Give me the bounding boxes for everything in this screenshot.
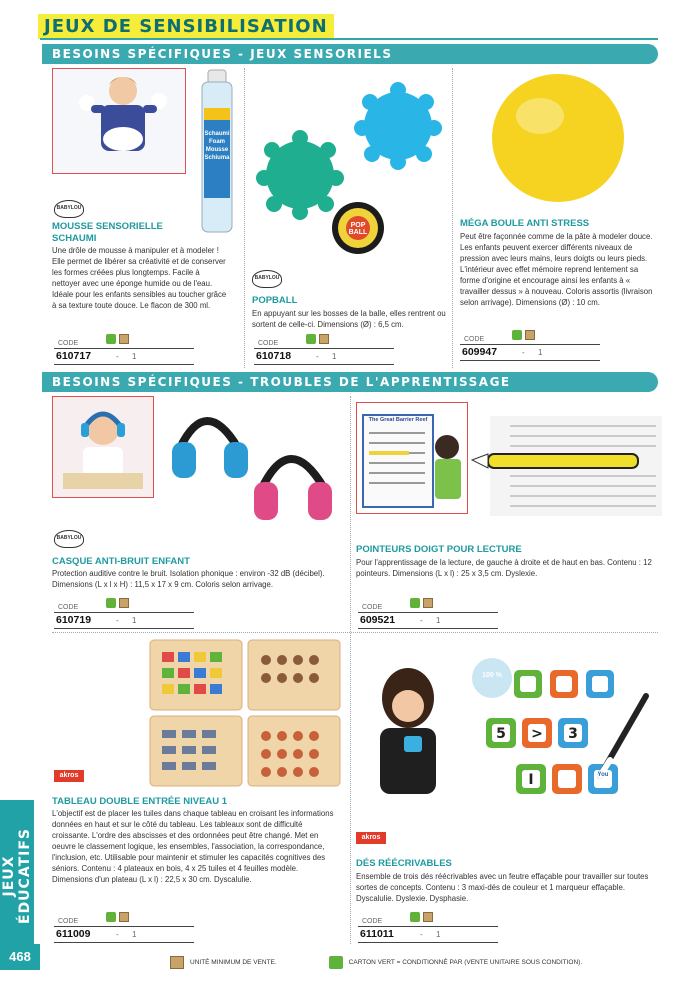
product-description: Une drôle de mousse à manipuler et à modeler ! Elle permet de libérer sa créativité et de conserver les formes créées plus longtemps. Facile à nettoyer avec une éponge humide ou de l'eau. Idéale pour les enfants sensibles au toucher grâce à sa texture toute douce. Le flacon de 300 ml. (52, 246, 227, 310)
column-divider (350, 396, 351, 944)
page-title: JEUX DE SENSIBILISATION (38, 14, 334, 39)
child-dice-photo (360, 664, 456, 794)
akros-logo: akros (356, 832, 386, 844)
can-label: Schaumi Foam Mousse Schiuma (204, 131, 230, 161)
product-qty: 1 (132, 616, 137, 625)
row-divider (52, 632, 658, 633)
footer-unit: UNITÉ MINIMUM DE VENTE. (190, 959, 277, 966)
column-divider (244, 68, 245, 368)
product-qty: 1 (132, 352, 137, 361)
product-code: 610718 (256, 350, 292, 362)
babylou-logo: BABYLOU (54, 200, 84, 218)
product-title: CASQUE ANTI-BRUIT ENFANT (52, 556, 190, 567)
box-icon (423, 598, 433, 608)
product-description: En appuyant sur les bosses de la balle, elles rentrent ou sortent de celle-ci. Dimensions (Ø) : 6,5 cm. (252, 309, 446, 329)
green-carton-icon (106, 598, 116, 608)
akros-logo: akros (54, 770, 84, 782)
product-qty: 1 (436, 616, 441, 625)
child-foam-photo (52, 68, 186, 174)
product-title: POINTEURS DOIGT POUR LECTURE (356, 544, 522, 555)
box-icon (319, 334, 329, 344)
child-headset-photo (52, 396, 154, 498)
box-icon (423, 912, 433, 922)
popball-photo (250, 80, 450, 260)
footer-legend (170, 956, 582, 969)
product-title: DÉS RÉÉCRIVABLES (356, 858, 452, 869)
product-title: MÉGA BOULE ANTI STRESS (460, 218, 590, 229)
footer-carton: CARTON VERT = CONDITIONNÉ PAR (VENTE UNITAIRE SOUS CONDITION). (348, 959, 583, 966)
product-qty: 1 (538, 348, 543, 357)
box-icon (119, 912, 129, 922)
green-carton-icon (329, 956, 343, 969)
reading-poster-photo (356, 402, 468, 514)
finger-pointer-photo (470, 416, 662, 516)
svg-text:>: > (531, 726, 543, 742)
green-carton-icon (512, 330, 522, 340)
product-description: Ensemble de trois dés réécrivables avec un feutre effaçable pour travailler sur toutes sortes de concepts. Contenu : 3 maxi-dés de couleur et 1 marqueur effaçable. Dyscalulie. Dyslexie. Dysphasie. (356, 872, 649, 903)
product-qty: 1 (332, 352, 337, 361)
svg-text:3: 3 (568, 726, 578, 742)
headphones-photo (168, 398, 338, 542)
green-carton-icon (106, 334, 116, 344)
product-title: TABLEAU DOUBLE ENTRÉE NIVEAU 1 (52, 796, 228, 807)
product-code: 610717 (56, 350, 92, 362)
product-qty: 1 (132, 930, 137, 939)
product-title: MOUSSE SENSORIELLE SCHAUMI (52, 221, 163, 244)
double-entry-board-photo (148, 638, 344, 790)
green-carton-icon (410, 598, 420, 608)
poster-title: The Great Barrier Reef (368, 417, 428, 423)
dice-photo (470, 656, 660, 804)
stress-ball-photo (480, 68, 630, 208)
product-qty: 1 (436, 930, 441, 939)
svg-text:I: I (528, 772, 534, 788)
title-underline (40, 38, 658, 40)
product-code: 611009 (56, 928, 91, 940)
product-description: Protection auditive contre le bruit. Isolation phonique : environ -32 dB (décibel). Dimensions (L x l x H) : 11,5 x 17 x 9 cm. Coloris selon arrivage. (52, 569, 325, 589)
schaumi-spray-can (196, 68, 238, 236)
dice-you-label: You (597, 772, 609, 778)
column-divider (452, 68, 453, 368)
product-code: 609947 (462, 346, 498, 358)
box-icon (525, 330, 535, 340)
green-carton-icon (410, 912, 420, 922)
product-code: 610719 (56, 614, 92, 626)
babylou-logo: BABYLOU (252, 270, 282, 288)
product-title: POPBALL (252, 295, 298, 306)
box-icon (119, 334, 129, 344)
page-number: 468 (0, 944, 40, 970)
section-bar-apprentissage: BESOINS SPÉCIFIQUES - TROUBLES DE L'APPRENTISSAGE (42, 372, 658, 392)
product-description: Pour l'apprentissage de la lecture, de gauche à droite et de haut en bas. Contenu : 12 pointeurs. Dimensions (L x l) : 25 x 3,5 cm. Dyslexie. (356, 558, 652, 578)
popball-label: POP BALL (348, 222, 368, 236)
product-description: Peut être façonnée comme de la pâte à modeler douce. Les enfants peuvent exercer différents niveaux de pression avec leurs mains, leurs doigts ou leurs pieds. L'intérieur avec effet mémoire reprend lentement sa forme d'origine et encourage ainsi les enfants à « travailler dessus » à nouveau. Coloris assortis (livraison selon arrivage). Dimensions (Ø) : 10 cm. (460, 232, 653, 307)
box-icon (119, 598, 129, 608)
babylou-logo: BABYLOU (54, 530, 84, 548)
product-code: 609521 (360, 614, 396, 626)
svg-text:5: 5 (496, 726, 506, 742)
dice-badge: 100 % (482, 672, 502, 679)
side-tab-label: JEUX ÉDUCATIFS (1, 828, 33, 924)
box-icon (170, 956, 184, 969)
section-bar-sensoriels: BESOINS SPÉCIFIQUES - JEUX SENSORIELS (42, 44, 658, 64)
green-carton-icon (306, 334, 316, 344)
product-description: L'objectif est de placer les tuiles dans chaque tableau en croisant les informations données en haut et sur le côté du tableau. Les tableaux sont de difficulté croissante. L'ordre des abscisses et des ordonnées peut être changé. Met en oeuvre le classement logique, les ensembles, l'association, la correspondance, l'inclusion, etc. Utilisable pour maintenir et stimuler les capacités cognitives des séniors. Contenu : 4 plateaux en bois, 4 x 25 tuiles et 4 feuilles modèle. Dimensions d'un plateau (L x l) : 22,5 x 30 cm. Dyscalulie. (52, 809, 334, 884)
product-code: 611011 (360, 928, 394, 940)
green-carton-icon (106, 912, 116, 922)
